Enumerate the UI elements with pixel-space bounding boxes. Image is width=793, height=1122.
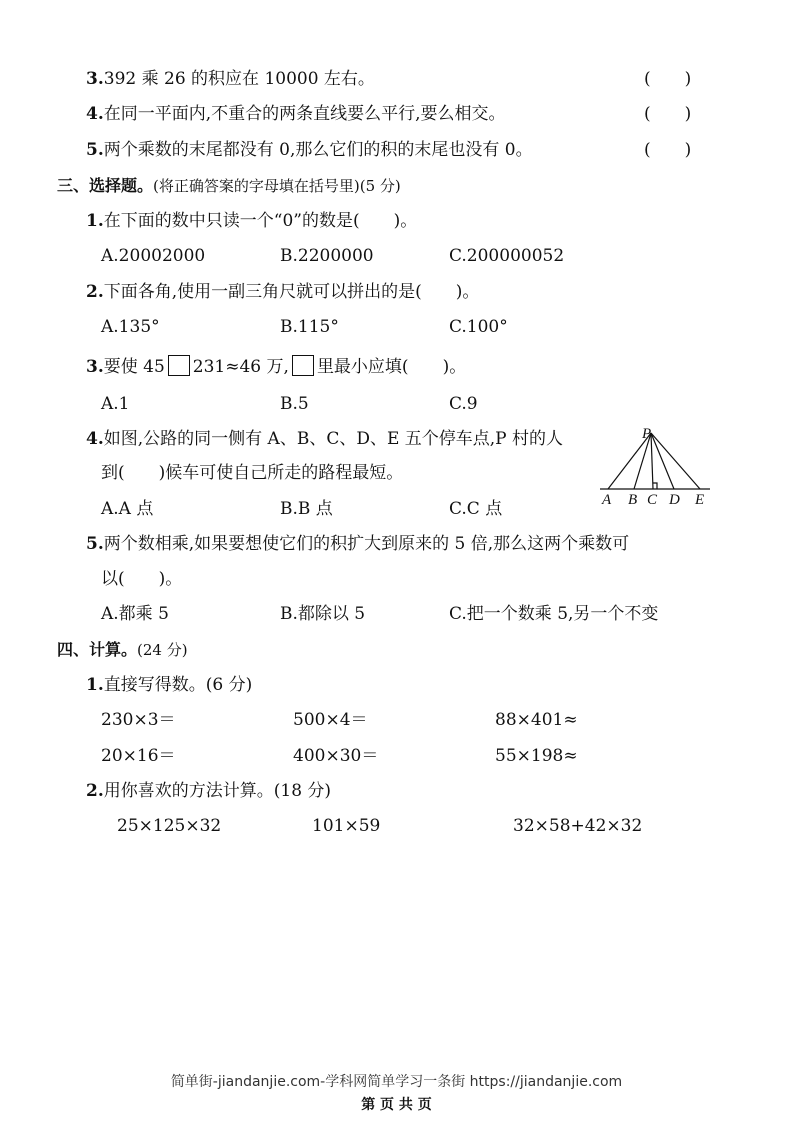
question-text-line2: 以( )。 (101, 569, 183, 589)
option-c: C.100° (449, 317, 508, 337)
option-a: A.135° (101, 317, 160, 337)
option-b: B.2200000 (280, 246, 374, 266)
option-b: B.5 (280, 394, 309, 414)
question-4 (86, 428, 563, 450)
point-label-c: C (647, 492, 658, 508)
section-title: 四、计算。 (57, 640, 138, 659)
option-b: B.115° (280, 317, 339, 337)
blank-box (292, 355, 314, 376)
option-a: A.都乘 5 (101, 604, 169, 624)
footer-page-number: 第 页 共 页 (361, 1097, 432, 1113)
answer-paren: ( ) (644, 140, 692, 160)
question-text: 在下面的数中只读一个“0”的数是( )。 (103, 211, 418, 231)
judge-item-4 (86, 103, 506, 125)
question-number: 2. (86, 282, 104, 302)
option-c: C.把一个数乘 5,另一个不变 (449, 604, 659, 624)
question-3 (86, 355, 466, 378)
question-number: 1. (86, 675, 104, 695)
calc-expression: 400×30＝ (293, 746, 379, 766)
point-label-e: E (695, 492, 705, 508)
question-text-line2: 到( )候车可使自己所走的路程最短。 (101, 463, 404, 483)
segment-pc (651, 433, 653, 489)
judge-item-3 (86, 68, 375, 90)
question-number: 3. (86, 357, 104, 377)
option-a: A.1 (101, 394, 130, 414)
question-2 (86, 281, 479, 303)
item-text: 392 乘 26 的积应在 10000 左右。 (103, 69, 375, 89)
right-angle-mark (653, 483, 657, 489)
section-3-heading (57, 175, 401, 197)
question-text-b: 231≈46 万, (192, 357, 289, 377)
item-number: 5. (86, 140, 104, 160)
item-text: 在同一平面内,不重合的两条直线要么平行,要么相交。 (103, 104, 506, 124)
question-number: 4. (86, 429, 104, 449)
road-figure (596, 424, 716, 508)
question-number: 1. (86, 211, 104, 231)
question-1 (86, 210, 417, 232)
section-note: (24 分) (137, 641, 188, 659)
section-note: (将正确答案的字母填在括号里)(5 分) (153, 177, 401, 195)
question-text: 直接写得数。(6 分) (103, 675, 253, 695)
answer-paren: ( ) (644, 104, 692, 124)
calc-expression: 88×401≈ (495, 710, 578, 730)
question-text-c: 里最小应填( )。 (316, 357, 467, 377)
calc-expression: 500×4＝ (293, 710, 368, 730)
item-number: 3. (86, 69, 104, 89)
question-text-line1: 两个数相乘,如果要想使它们的积扩大到原来的 5 倍,那么这两个乘数可 (103, 534, 630, 554)
blank-box (168, 355, 190, 376)
footer-source: 简单街-jiandanjie.com-学科网简单学习一条街 https://jiandanjie.com (170, 1074, 623, 1090)
calc-question-2 (86, 780, 331, 802)
option-a: A.20002000 (101, 246, 206, 266)
segment-pe (651, 433, 700, 489)
judge-item-5 (86, 139, 533, 161)
calc-expression: 25×125×32 (117, 816, 222, 836)
calc-expression: 55×198≈ (495, 746, 578, 766)
segment-pd (651, 433, 674, 489)
item-text: 两个乘数的末尾都没有 0,那么它们的积的末尾也没有 0。 (103, 140, 533, 160)
calc-question-1 (86, 674, 252, 696)
calc-expression: 230×3＝ (101, 710, 176, 730)
question-text: 用你喜欢的方法计算。(18 分) (103, 781, 332, 801)
option-a: A.A 点 (101, 499, 154, 519)
answer-paren: ( ) (644, 69, 692, 89)
point-label-b: B (628, 492, 638, 508)
question-number: 2. (86, 781, 104, 801)
section-4-heading (57, 639, 188, 661)
point-label-d: D (669, 492, 680, 508)
option-b: B.B 点 (280, 499, 333, 519)
option-c: C.200000052 (449, 246, 565, 266)
question-5 (86, 533, 629, 555)
question-number: 5. (86, 534, 104, 554)
point-label-p: P (642, 426, 652, 442)
question-text-line1: 如图,公路的同一侧有 A、B、C、D、E 五个停车点,P 村的人 (103, 429, 564, 449)
question-text: 下面各角,使用一副三角尺就可以拼出的是( )。 (103, 282, 480, 302)
option-c: C.9 (449, 394, 478, 414)
calc-expression: 32×58+42×32 (513, 816, 643, 836)
item-number: 4. (86, 104, 104, 124)
section-title: 三、选择题。 (57, 176, 154, 195)
option-c: C.C 点 (449, 499, 503, 519)
point-label-a: A (602, 492, 612, 508)
calc-expression: 101×59 (312, 816, 381, 836)
calc-expression: 20×16＝ (101, 746, 176, 766)
option-b: B.都除以 5 (280, 604, 366, 624)
question-text-a: 要使 45 (103, 357, 165, 377)
